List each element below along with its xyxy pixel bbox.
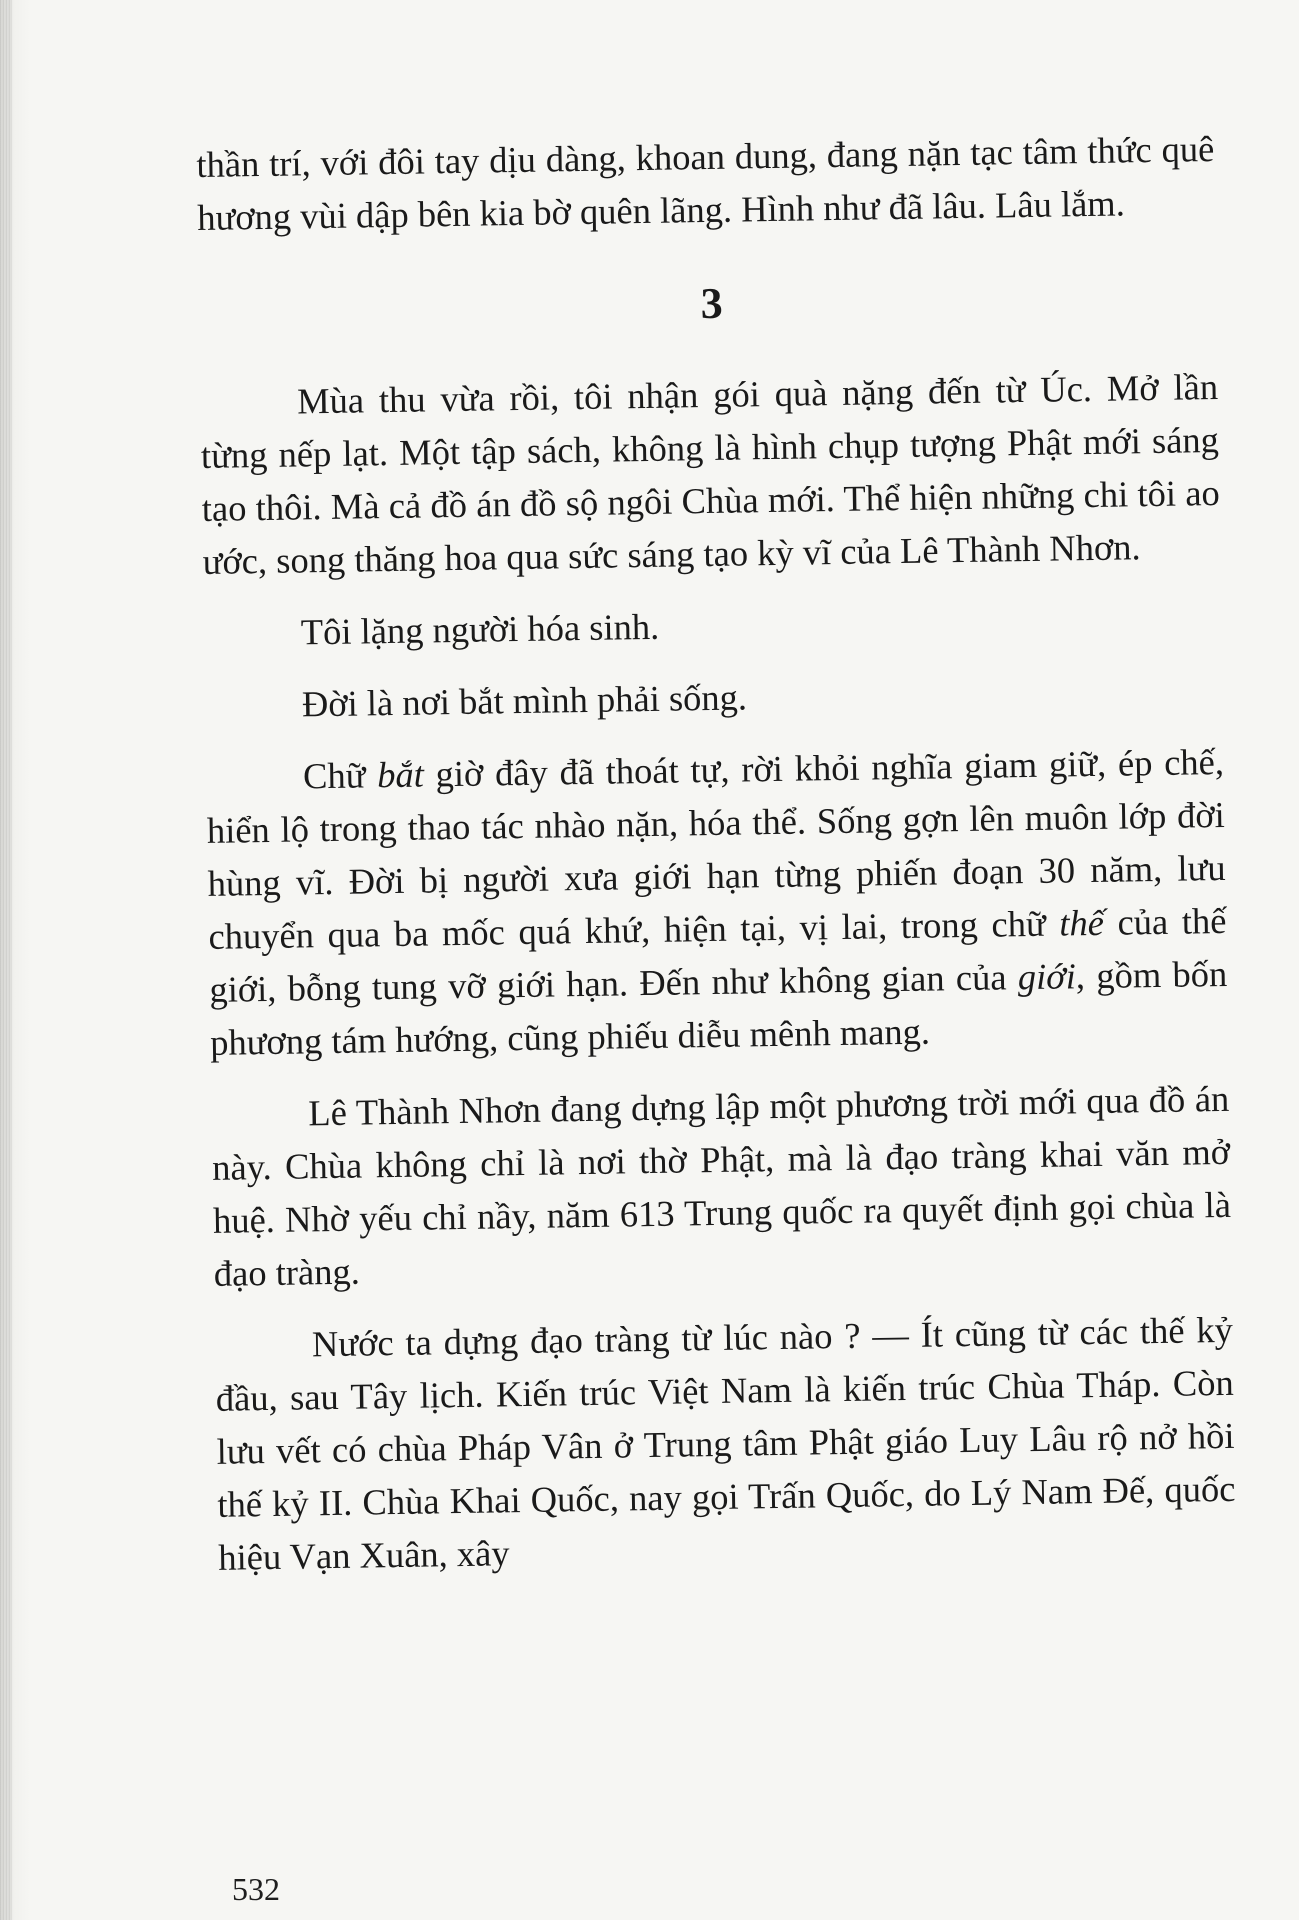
- page-number: 532: [232, 1871, 280, 1907]
- page-edge: [0, 0, 12, 1920]
- paragraph-4-text-1: Chữ: [302, 754, 378, 797]
- paragraph-2: Tôi lặng người hóa sinh.: [300, 605, 660, 653]
- text-block: [196, 122, 1237, 1584]
- paragraph-4-text-2: giờ đây đã thoát tự, rời khỏi nghĩa giam giữ, ép chế, hiển lộ trong thao tác nhào nặn, hóa thể. Sống gợn lên muôn lớp đời hùng vĩ. Đời bị người xưa giới hạn từng phiến đoạn 30 năm, lưu chuyển qua ba mốc quá khứ, hiện tại, vị lai, trong chữ: [206, 740, 1226, 957]
- paragraph-4: [206, 735, 1229, 1069]
- paragraph-1: Mùa thu vừa rồi, tôi nhận gói quà nặng đến từ Úc. Mở lần từng nếp lạt. Một tập sách, không là hình chụp tượng Phật mới sáng tạo thôi. Mà cả đồ án đồ sộ ngôi Chùa mới. Thể hiện những chi tôi ao ước, song thăng hoa qua sức sáng tạo kỳ vĩ của Lê Thành Nhơn.: [200, 365, 1221, 582]
- paragraph-3: Đời là nơi bắt mình phải sống.: [301, 676, 748, 725]
- continuation-paragraph: thần trí, với đôi tay dịu dàng, khoan dung, đang nặn tạc tâm thức quê hương vùi dập bên kia bờ quên lãng. Hình như đã lâu. Lâu lắm.: [196, 128, 1215, 238]
- section-number: 3: [700, 278, 724, 329]
- emphasis-the: thế: [1058, 901, 1105, 944]
- emphasis-gioi: giới: [1017, 955, 1077, 998]
- paragraph-4-text-4: , gồm bốn phương tám hướng, cũng phiếu diễu mênh mang.: [209, 952, 1228, 1063]
- paragraph-6: Nước ta dựng đạo tràng từ lúc nào ? — Ít cũng từ các thế kỷ đầu, sau Tây lịch. Kiến trúc Việt Nam là kiến trúc Chùa Tháp. Còn lưu vết có chùa Pháp Vân ở Trung tâm Phật giáo Luy Lâu rộ nở hồi thế kỷ II. Chùa Khai Quốc, nay gọi Trấn Quốc, do Lý Nam Đế, quốc hiệu Vạn Xuân, xây: [215, 1308, 1236, 1578]
- paragraph-4-text-3: của thế giới, bỗng tung vỡ giới hạn. Đến như không gian của: [209, 899, 1227, 1010]
- paragraph-5: Lê Thành Nhơn đang dựng lập một phương trời mới qua đồ án này. Chùa không chỉ là nơi thờ Phật, mà là đạo tràng khai văn mở huệ. Nhờ yếu chỉ nầy, năm 613 Trung quốc ra quyết định gọi chùa là đạo tràng.: [211, 1077, 1232, 1294]
- emphasis-bat: bắt: [376, 753, 425, 796]
